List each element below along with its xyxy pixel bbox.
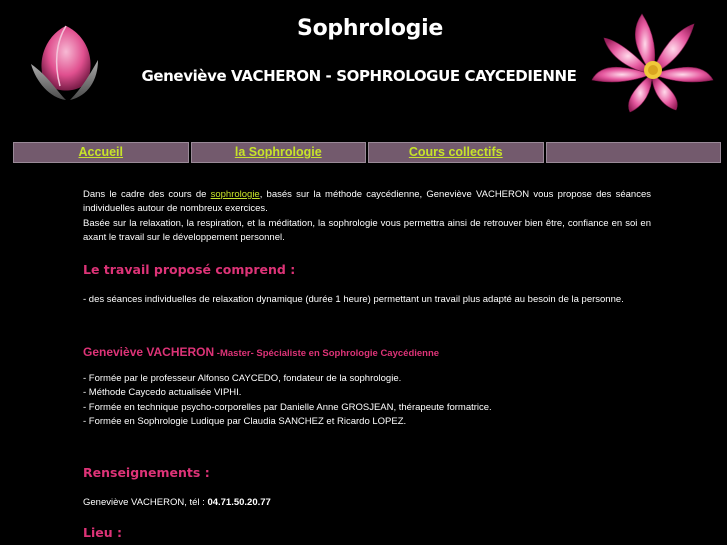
profile-name: Geneviève VACHERON [83,345,215,359]
travail-text: - des séances individuelles de relaxation dynamique (durée 1 heure) permettant un travail plus adapté au besoin de la personne. [83,294,624,305]
contact-line [83,496,663,510]
nav-link-la-sophrologie[interactable]: la Sophrologie [234,145,322,159]
profile-title: -Master- Spécialiste en Sophrologie Caycédienne [214,348,440,359]
main-nav [13,142,721,163]
phone-number: 04.71.50.20.77 [207,497,271,508]
intro-paragraph-2: Basée sur la relaxation, la respiration, et la méditation, la sophrologie vous permettra ainsi de retrouver bien être, confiance en soi en axant le travail sur le développement personnel. [83,217,651,243]
nav-empty-slot [546,142,722,163]
travail-heading: Le travail proposé comprend : [83,262,296,277]
nav-la-sophrologie[interactable] [191,142,367,163]
profile-list [83,372,663,429]
intro-paragraph [83,188,651,217]
intro-part1: Dans le cadre des cours de [83,189,211,200]
profile-item: - Formée en technique psycho-corporelles par Danielle Anne GROSJEAN, thérapeute formatrice. [83,401,492,413]
profile-item: - Formée par le professeur Alfonso CAYCEDO, fondateur de la sophrologie. [83,373,402,384]
nav-link-accueil[interactable]: Accueil [78,145,123,159]
lotus-flower-image [590,10,715,115]
contact-prefix: Geneviève VACHERON, tél : [83,497,208,508]
intro-text [83,188,651,245]
site-header [0,0,727,130]
profile-item: - Méthode Caycedo actualisée VIPHI. [83,387,242,399]
sophrologie-link[interactable]: sophrologie [210,189,260,200]
nav-cours-collectifs[interactable] [368,142,544,163]
intro-part2: , basés sur la méthode caycédienne, Geneviève VACHERON vous propose des séances individuelles autour de nombreux exercices. [83,189,651,215]
site-subtitle: Geneviève VACHERON - SOPHROLOGUE CAYCEDIENNE [141,67,577,85]
profile-heading [83,343,439,361]
profile-item: - Formée en Sophrologie Ludique par Claudia SANCHEZ et Ricardo LOPEZ. [83,415,407,427]
lotus-bud-image [26,20,106,105]
nav-accueil[interactable] [13,142,189,163]
renseignements-heading: Renseignements : [83,465,210,480]
site-title: Sophrologie [297,16,443,41]
lieu-heading: Lieu : [83,525,122,540]
nav-link-cours-collectifs[interactable]: Cours collectifs [408,145,503,159]
